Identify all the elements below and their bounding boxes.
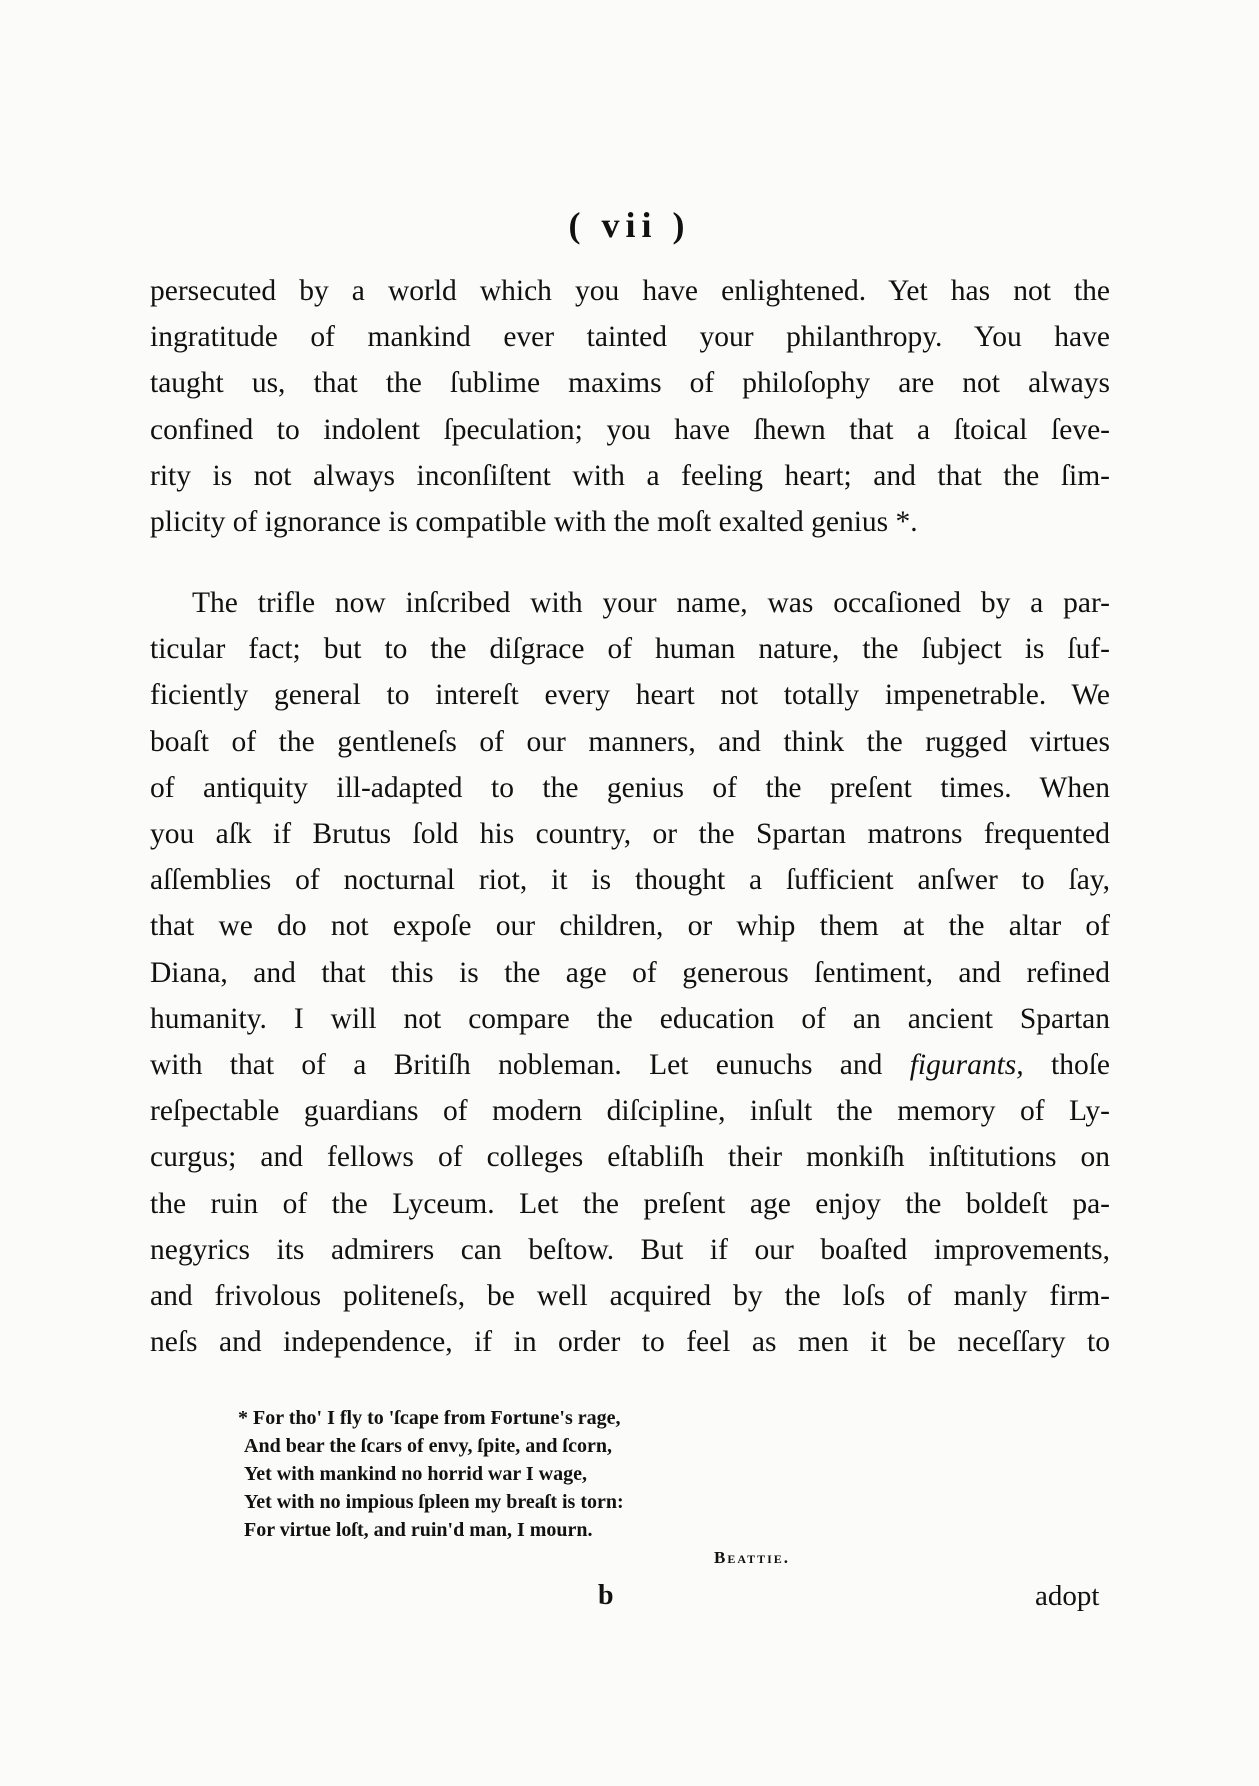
paragraph-1 xyxy=(150,268,1110,545)
text-segment: thoſe xyxy=(1023,1049,1110,1082)
catchword: adopt xyxy=(1035,1580,1100,1612)
text-line: ticular fact; but to the diſgrace of human nature, the ſubject is ſuf- xyxy=(150,633,1110,666)
text-segment: with that of a Britiſh nobleman. Let eunuchs and xyxy=(150,1049,883,1082)
footnote-line: * For tho' I fly to 'ſcape from Fortune's rage, xyxy=(238,1407,621,1429)
text-line: The trifle now inſcribed with your name, was occaſioned by a par- xyxy=(192,587,1110,619)
text-line: that we do not expoſe our children, or whip them at the altar of xyxy=(150,910,1110,943)
text-line xyxy=(150,1042,1110,1088)
text-line: aſſemblies of nocturnal riot, it is thought a ſufficient anſwer to ſay, xyxy=(150,864,1110,897)
text-line: confined to indolent ſpeculation; you have ſhewn that a ſtoical ſeve- xyxy=(150,413,1110,446)
text-line: ingratitude of mankind ever tainted your philanthropy. You have xyxy=(150,321,1110,354)
text-line: of antiquity ill-adapted to the genius of the preſent times. When xyxy=(150,771,1110,804)
italic-word: figurants, xyxy=(909,1049,1024,1082)
text-line: ficiently general to intereſt every heart not totally impenetrable. We xyxy=(150,679,1110,712)
text-line: plicity of ignorance is compatible with the moſt exalted genius *. xyxy=(150,506,918,539)
text-line: rity is not always inconſiſtent with a feeling heart; and that the ſim- xyxy=(150,459,1110,492)
footnote-line: Yet with no impious ſpleen my breaſt is torn: xyxy=(244,1491,624,1513)
text-line: neſs and independence, if in order to feel as men it be neceſſary to xyxy=(150,1326,1110,1359)
footnote-line: Yet with mankind no horrid war I wage, xyxy=(244,1463,587,1485)
footnote-line: And bear the ſcars of envy, ſpite, and ſcorn, xyxy=(244,1435,612,1457)
text-line: humanity. I will not compare the education of an ancient Spartan xyxy=(150,1002,1110,1035)
text-line: taught us, that the ſublime maxims of philoſophy are not always xyxy=(150,367,1110,400)
text-line: persecuted by a world which you have enlightened. Yet has not the xyxy=(150,275,1110,307)
text-line: negyrics its admirers can beſtow. But if our boaſted improvements, xyxy=(150,1233,1110,1266)
text-line: the ruin of the Lyceum. Let the preſent age enjoy the boldeſt pa- xyxy=(150,1187,1110,1220)
paragraph-2 xyxy=(150,580,1110,1365)
footnote xyxy=(238,1404,838,1544)
text-line: Diana, and that this is the age of generous ſentiment, and refined xyxy=(150,956,1110,989)
page-number: ( vii ) xyxy=(568,205,691,245)
footnote-attribution: Beattie. xyxy=(714,1548,791,1567)
signature-mark: b xyxy=(598,1580,614,1611)
text-line: and frivolous politeneſs, be well acquired by the loſs of manly firm- xyxy=(150,1280,1110,1313)
text-line: reſpectable guardians of modern diſcipline, inſult the memory of Ly- xyxy=(150,1095,1110,1128)
text-line: you aſk if Brutus ſold his country, or the Spartan matrons frequented xyxy=(150,818,1110,851)
text-line: boaſt of the gentleneſs of our manners, and think the rugged virtues xyxy=(150,725,1110,758)
text-line: curgus; and fellows of colleges eſtabliſh their monkiſh inſtitutions on xyxy=(150,1141,1110,1174)
footnote-line: For virtue loſt, and ruin'd man, I mourn. xyxy=(244,1519,593,1541)
